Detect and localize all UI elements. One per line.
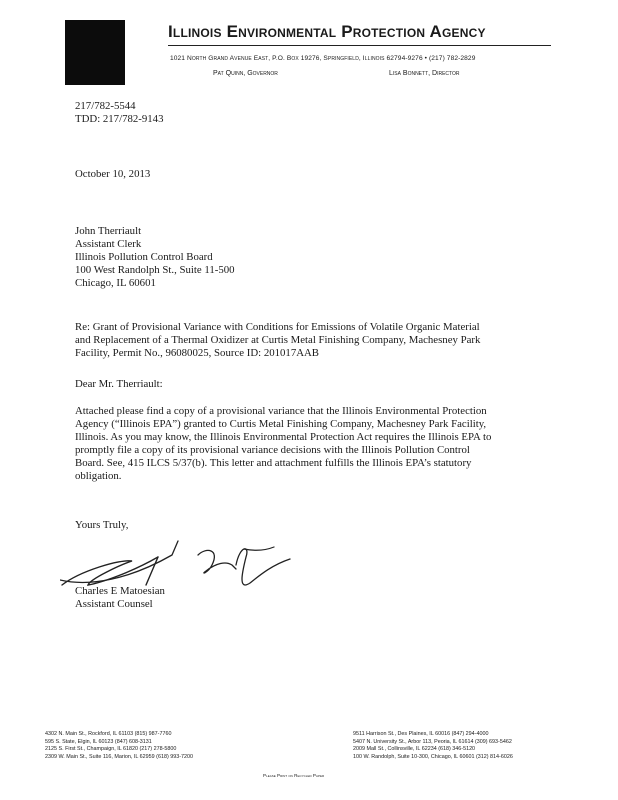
footer-office: 2309 W. Main St., Suite 116, Marion, IL 62959 (618) 993-7200 bbox=[45, 753, 194, 760]
subject-line: Re: Grant of Provisional Variance with Conditions for Emissions of Volatile Organic Material bbox=[75, 321, 480, 333]
recycled-paper-note: Please Print on Recycled Paper bbox=[263, 773, 325, 778]
body-line: Board. See, 415 ILCS 5/37(b). This letter and attachment fulfills the Illinois EPA’s statutory bbox=[75, 457, 472, 469]
footer-office: 100 W. Randolph, Suite 10-300, Chicago, IL 60601 (312) 814-6026 bbox=[353, 753, 513, 760]
letterhead-rule bbox=[168, 45, 551, 46]
signer-name: Charles E Matoesian bbox=[75, 585, 165, 597]
subject-line: Facility, Permit No., 96080025, Source ID: 201017AAB bbox=[75, 347, 320, 359]
footer-office: 2125 S. First St., Champaign, IL 61820 (217) 278-5800 bbox=[45, 746, 177, 753]
agency-name: Illinois Environmental Protection Agency bbox=[168, 22, 486, 41]
agency-logo bbox=[65, 20, 125, 85]
signer-title: Assistant Counsel bbox=[75, 598, 153, 610]
body-line: Agency (“Illinois EPA”) granted to Curtis Metal Finishing Company, Machesney Park Facility, bbox=[75, 418, 487, 430]
governor-name: Pat Quinn, Governor bbox=[213, 70, 278, 77]
footer-office: 2009 Mall St., Collinsville, IL 62234 (618) 346-5120 bbox=[353, 746, 476, 753]
footer-office: 9511 Harrison St., Des Plaines, IL 60016 (847) 294-4000 bbox=[353, 731, 489, 737]
body-line: Illinois. As you may know, the Illinois Environmental Protection Act requires the Illinois EPA to bbox=[75, 431, 492, 443]
director-name: Lisa Bonnett, Director bbox=[389, 70, 460, 77]
footer-office: 4302 N. Main St., Rockford, IL 61103 (815) 987-7760 bbox=[45, 731, 172, 737]
footer-office: 595 S. State, Elgin, IL 60123 (847) 608-3131 bbox=[45, 738, 152, 745]
salutation: Dear Mr. Therriault: bbox=[75, 378, 163, 390]
agency-address: 1021 North Grand Avenue East, P.O. Box 19276, Springfield, Illinois 62794-9276 • (217) 782-2829 bbox=[170, 55, 476, 62]
body-line: Attached please find a copy of a provisional variance that the Illinois Environmental Protection bbox=[75, 405, 487, 417]
subject-line: and Replacement of a Thermal Oxidizer at Curtis Metal Finishing Company, Machesney Park bbox=[75, 334, 481, 346]
recipient-street: 100 West Randolph St., Suite 11-500 bbox=[75, 264, 235, 276]
body-line: promptly file a copy of its provisional variance decisions with the Illinois Pollution Control bbox=[75, 444, 470, 456]
footer-offices-right bbox=[353, 731, 513, 761]
closing: Yours Truly, bbox=[75, 519, 129, 531]
recipient-city: Chicago, IL 60601 bbox=[75, 277, 156, 289]
letter-date: October 10, 2013 bbox=[75, 168, 151, 180]
contact-tdd: TDD: 217/782-9143 bbox=[75, 113, 164, 125]
recipient-title: Assistant Clerk bbox=[75, 238, 142, 250]
recipient-name: John Therriault bbox=[75, 225, 142, 237]
contact-phone: 217/782-5544 bbox=[75, 100, 136, 112]
body-line: obligation. bbox=[75, 470, 122, 482]
footer-offices-left bbox=[45, 731, 193, 761]
footer-office: 5407 N. University St., Arbor 113, Peoria, IL 61614 (309) 693-5462 bbox=[353, 738, 512, 745]
recipient-organization: Illinois Pollution Control Board bbox=[75, 251, 213, 263]
